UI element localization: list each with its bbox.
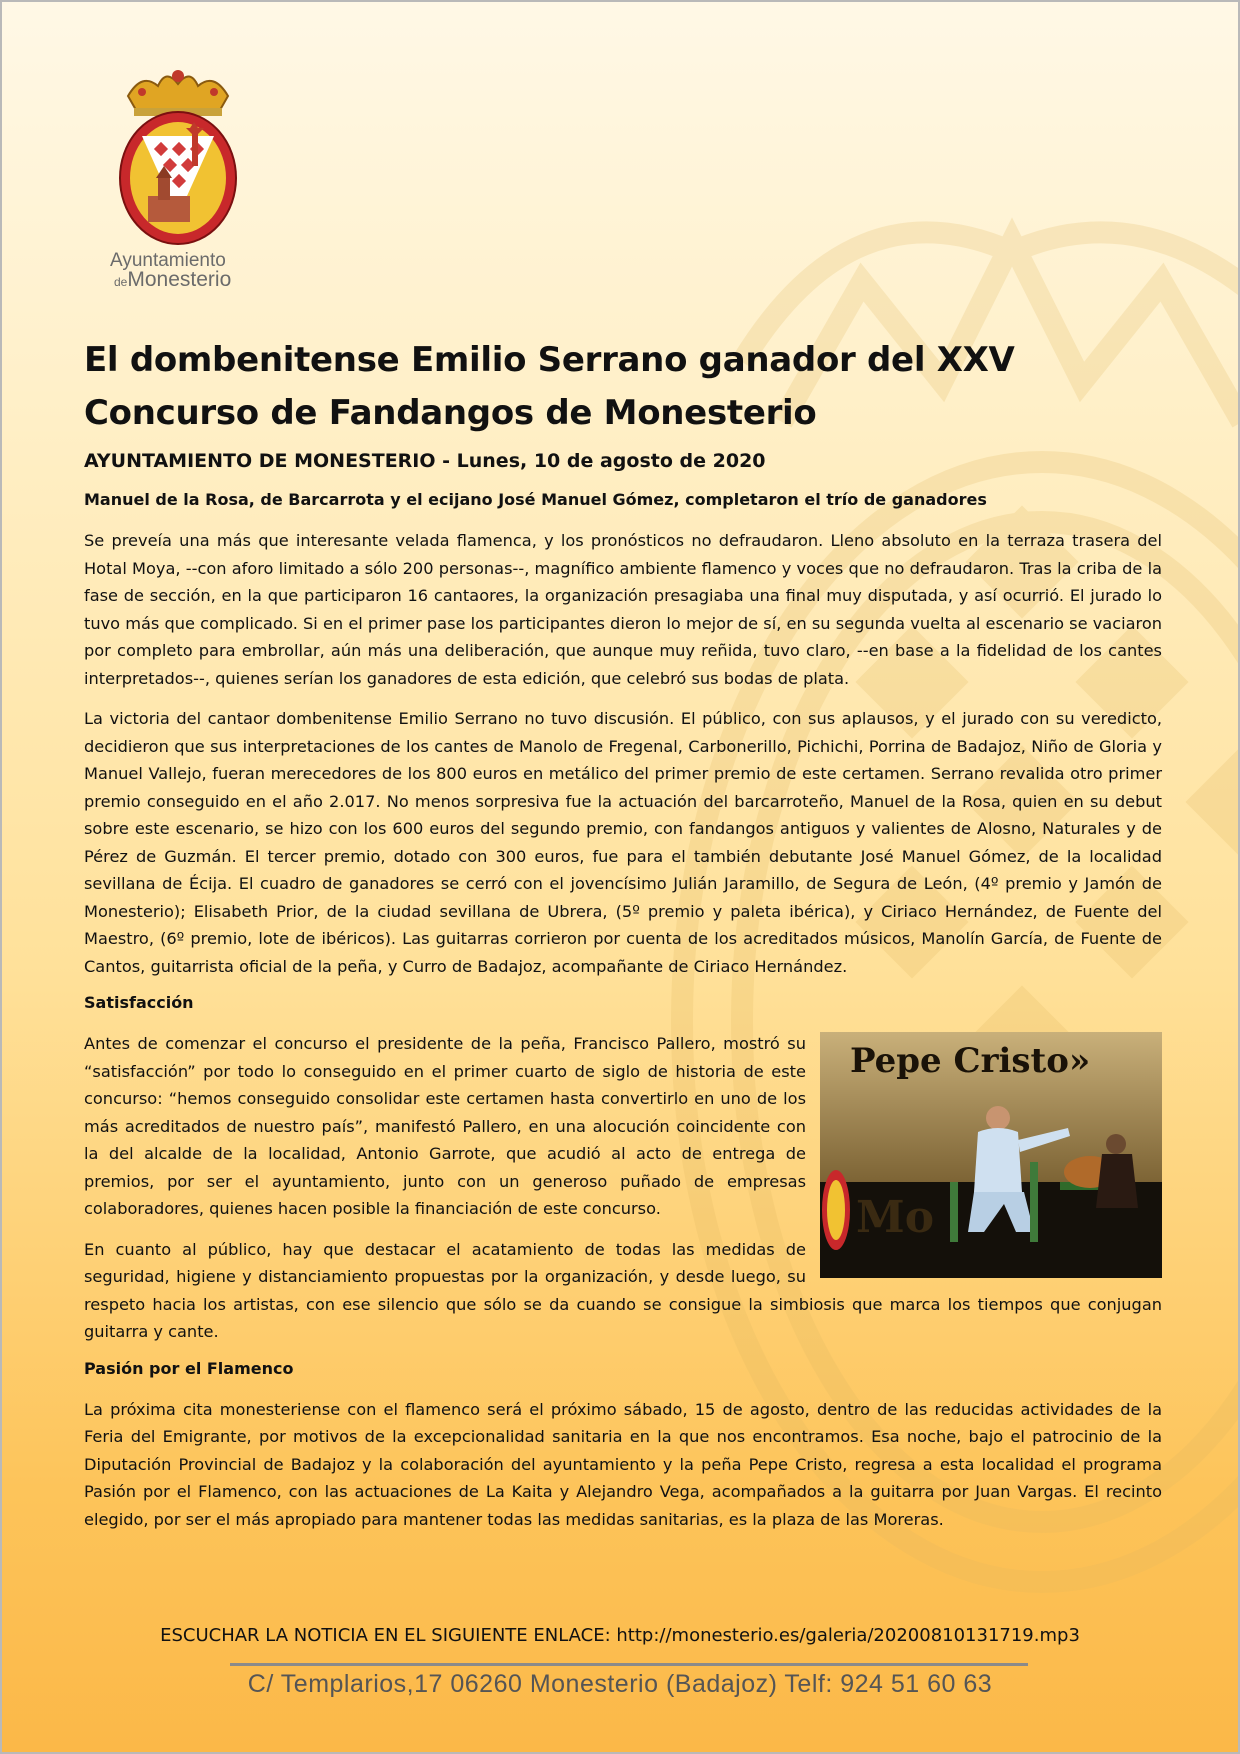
article-subtitle: Manuel de la Rosa, de Barcarrota y el ecijano José Manuel Gómez, completaron el trío de ganadores [84, 490, 987, 509]
concert-photo [820, 1032, 1162, 1278]
photo-stage-text: Mo [856, 1192, 935, 1243]
footer-divider [230, 1663, 1028, 1666]
logo-text-de: de [114, 275, 128, 289]
paragraph-1: Se preveía una más que interesante velada flamenca, y los pronósticos no defraudaron. Lleno absoluto en la terraza trasera del Hotal Moya, --con aforo limitado a sólo 200 personas--, magnífico ambiente flamenco y voces que no defraudaron. Tras la criba de la fase de sección, en la que participaron 16 cantaores, la organización presagiaba una final muy disputada, y así ocurrió. El jurado lo tuvo más que complicado. Si en el primer pase los participantes dieron lo mejor de sí, en su segunda vuelta al escenario se vaciaron por completo para embrollar, aún más una deliberación, que aunque muy reñida, tuvo claro, --en base a la fidelidad de los cantes interpretados--, quienes serían los ganadores de esta edición, que celebró sus bodas de plata. [84, 531, 1162, 688]
photo-banner-text: Pepe Cristo» [850, 1041, 1091, 1081]
paragraph-5: La próxima cita monesteriense con el flamenco será el próximo sábado, 15 de agosto, dentro de las reducidas actividades de la Feria del Emigrante, por motivos de la excepcionalidad sanitaria en la que nos encontramos. Esa noche, bajo el patrocinio de la Diputación Provincial de Badajoz y la colaboración del ayuntamiento y la peña Pepe Cristo, regresa a esta localidad el programa Pasión por el Flamenco, con las actuaciones de La Kaita y Alejandro Vega, acompañados a la guitarra por Juan Vargas. El recinto elegido, por ser el más apropiado para mantener todas las medidas sanitarias, es la plaza de las Moreras. [84, 1399, 1162, 1529]
ayuntamiento-logo [100, 66, 260, 292]
section-heading-satisfaccion: Satisfacción [84, 993, 194, 1012]
listen-link[interactable]: ESCUCHAR LA NOTICIA EN EL SIGUIENTE ENLACE: http://monesterio.es/galeria/20200810131719.mp3 [160, 1625, 1080, 1646]
paragraph-2: La victoria del cantaor dombenitense Emilio Serrano no tuvo discusión. El público, con sus aplausos, y el jurado con su veredicto, decidieron que sus interpretaciones de los cantes de Manolo de Fregenal, Carbonerillo, Pichichi, Porrina de Badajoz, Niño de Gloria y Manuel Vallejo, fueran merecedores de los 800 euros en metálico del primer premio de este certamen. Serrano revalida otro primer premio conseguido en el año 2.017. No menos sorpresiva fue la actuación del barcarroteño, Manuel de la Rosa, quien en su debut sobre este escenario, se hizo con los 600 euros del segundo premio, con fandangos antiguos y valientes de Alosno, Naturales y de Pérez de Guzmán. El tercer premio, dotado con 300 euros, fue para el también debutante José Manuel Gómez, de la localidad sevillana de Écija. El cuadro de ganadores se cerró con el jovencísimo Julián Jaramillo, de Segura de León, (4º premio y Jamón de Monesterio); Elisabeth Prior, de la ciudad sevillana de Ubrera, (5º premio y paleta ibérica), y Ciriaco Hernández, de Fuente del Maestro, (6º premio, lote de ibéricos). Las guitarras corrieron por cuenta de los acreditados músicos, Manolín García, de Fuente de Cantos, guitarrista oficial de la peña, y Curro de Badajoz, acompañante de Ciriaco Hernández. [84, 709, 1162, 976]
paragraph-4: En cuanto al público, hay que destacar el acatamiento de todas las medidas de seguridad, higiene y distanciamiento propuestas por la organización, y desde luego, su respeto hacia los artistas, con ese silencio que sólo se da cuando se consigue la simbiosis que marca los tiempos que conjugan guitarra y cante. [84, 1239, 1162, 1341]
logo-text-name: Monesterio [127, 268, 232, 291]
coat-of-arms-icon [112, 66, 244, 248]
flamenco-singer-photo-icon [820, 1032, 1162, 1278]
paragraph-3: Antes de comenzar el concurso el presidente de la peña, Francisco Pallero, mostró su “satisfacción” por todo lo conseguido en el primer cuarto de siglo de historia de este concurso: “hemos conseguido consolidar este certamen hasta convertirlo en uno de los más acreditados de nuestro país”, manifestó Pallero, en una alocución coincidente con la del alcalde de la localidad, Antonio Garrote, que acudió al acto de entrega de premios, por ser el ayuntamiento, junto con un generoso puñado de empresas colaboradores, quienes hacen posible la financiación de este concurso. [84, 1034, 806, 1218]
article-dateline: AYUNTAMIENTO DE MONESTERIO - Lunes, 10 de agosto de 2020 [84, 450, 766, 472]
article [84, 334, 1162, 1546]
footer-address: C/ Templarios,17 06260 Monesterio (Badajoz) Telf: 924 51 60 63 [247, 1670, 993, 1698]
article-title: El dombenitense Emilio Serrano ganador del XXV Concurso de Fandangos de Monesterio [84, 340, 1015, 433]
logo-text-ayuntamiento: Ayuntamiento [110, 250, 226, 271]
section-heading-pasion: Pasión por el Flamenco [84, 1358, 294, 1378]
logo-text-monesterio [114, 268, 260, 292]
